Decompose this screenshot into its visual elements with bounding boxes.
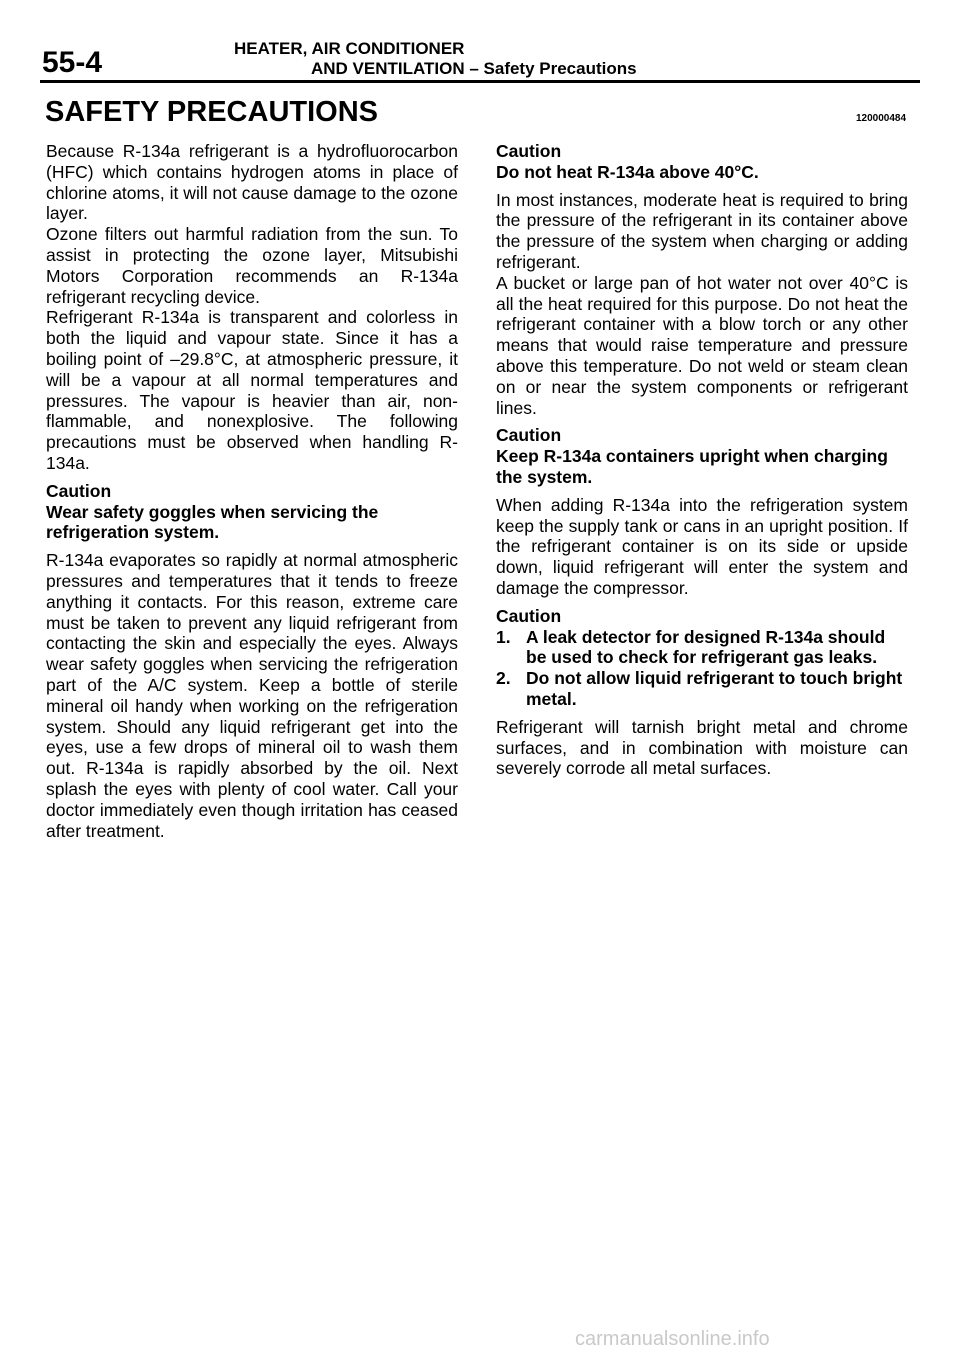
caution-goggles-body: R-134a evaporates so rapidly at normal atmospheric pressures and temperatures that it tends to freeze anything it contacts. For this reason, extreme care must be taken to prevent any liquid refrigerant from contacting the skin and especially the eyes. Always wear safety goggles when servicing the refrigeration part of the A/C system. Keep a bottle of sterile mineral oil handy when working on the refrigeration system. Should any liquid refrigerant get into the eyes, use a few drops of mineral oil to wash them out. R-134a is rapidly absorbed by the oil. Next splash the eyes with plenty of cool water. Call your doctor immediately even though irritation has ceased after treatment. <box>46 550 458 841</box>
section-title: SAFETY PRECAUTIONS <box>45 96 379 128</box>
caution-goggles: Wear safety goggles when servicing the refrigeration system. <box>46 501 379 543</box>
caution-label: Caution <box>46 480 112 501</box>
caution-label: Caution <box>496 141 562 161</box>
left-column <box>46 141 458 841</box>
caution-heat-body-1: In most instances, moderate heat is required to bring the pressure of the refrigerant in its container above the pressure of the system when charging or adding refrigerant. <box>496 189 908 272</box>
caution-label: Caution <box>496 605 562 626</box>
header-rule <box>40 80 920 83</box>
caution-heat: Do not heat R-134a above 40°C. <box>496 161 759 182</box>
list-item-text: A leak detector for designed R-134a should be used to check for refrigerant gas leaks. <box>526 626 886 668</box>
intro-paragraph-2: Ozone filters out harmful radiation from the sun. To assist in protecting the ozone layer, Mitsubishi Motors Corporation recommends an R-134a refrigerant recycling device. <box>46 224 458 307</box>
list-item-text: Do not allow liquid refrigerant to touch bright metal. <box>526 668 903 709</box>
caution-upright: Keep R-134a containers upright when charging the system. <box>496 446 888 487</box>
caution-list <box>496 627 908 710</box>
caution-metal-body: Refrigerant will tarnish bright metal and chrome surfaces, and in combination with moisture can severely corrode all metal surfaces. <box>496 716 908 779</box>
page-number: 55-4 <box>42 46 103 79</box>
intro-paragraph-3: Refrigerant R-134a is transparent and colorless in both the liquid and vapour state. Since it has a boiling point of –29.8°C, at atmospheric pressure, it will be a vapour at all normal temperatures and pressures. The vapour is heavier than air, non-flammable, and nonexplosive. The following precautions must be observed when handling R-134a. <box>46 307 458 473</box>
caution-heat-body-2: A bucket or large pan of hot water not over 40°C is all the heat required for this purpose. Do not heat the refrigerant container with a blow torch or any other means that would raise temperature and pressure above this temperature. Do not weld or steam clean on or near the system components or refrigerant lines. <box>496 272 908 418</box>
list-item-number: 2. <box>496 668 511 689</box>
list-item-number: 1. <box>496 626 511 647</box>
list-item <box>496 627 908 669</box>
list-item <box>496 668 908 710</box>
document-code: 120000484 <box>856 113 907 124</box>
intro-paragraph-1: Because R-134a refrigerant is a hydrofluorocarbon (HFC) which contains hydrogen atoms in place of chlorine atoms, it will not cause damage to the ozone layer. <box>46 141 458 224</box>
right-column <box>496 141 908 779</box>
caution-label: Caution <box>496 425 562 446</box>
header-title-line2: AND VENTILATION – Safety Precautions <box>311 59 637 78</box>
header-title-line1: HEATER, AIR CONDITIONER <box>234 39 465 58</box>
caution-upright-body: When adding R-134a into the refrigeration system keep the supply tank or cans in an upright position. If the refrigerant container is on its side or upside down, liquid refrigerant will enter the system and damage the compressor. <box>496 494 908 598</box>
watermark: carmanualsonline.info <box>575 1328 770 1350</box>
